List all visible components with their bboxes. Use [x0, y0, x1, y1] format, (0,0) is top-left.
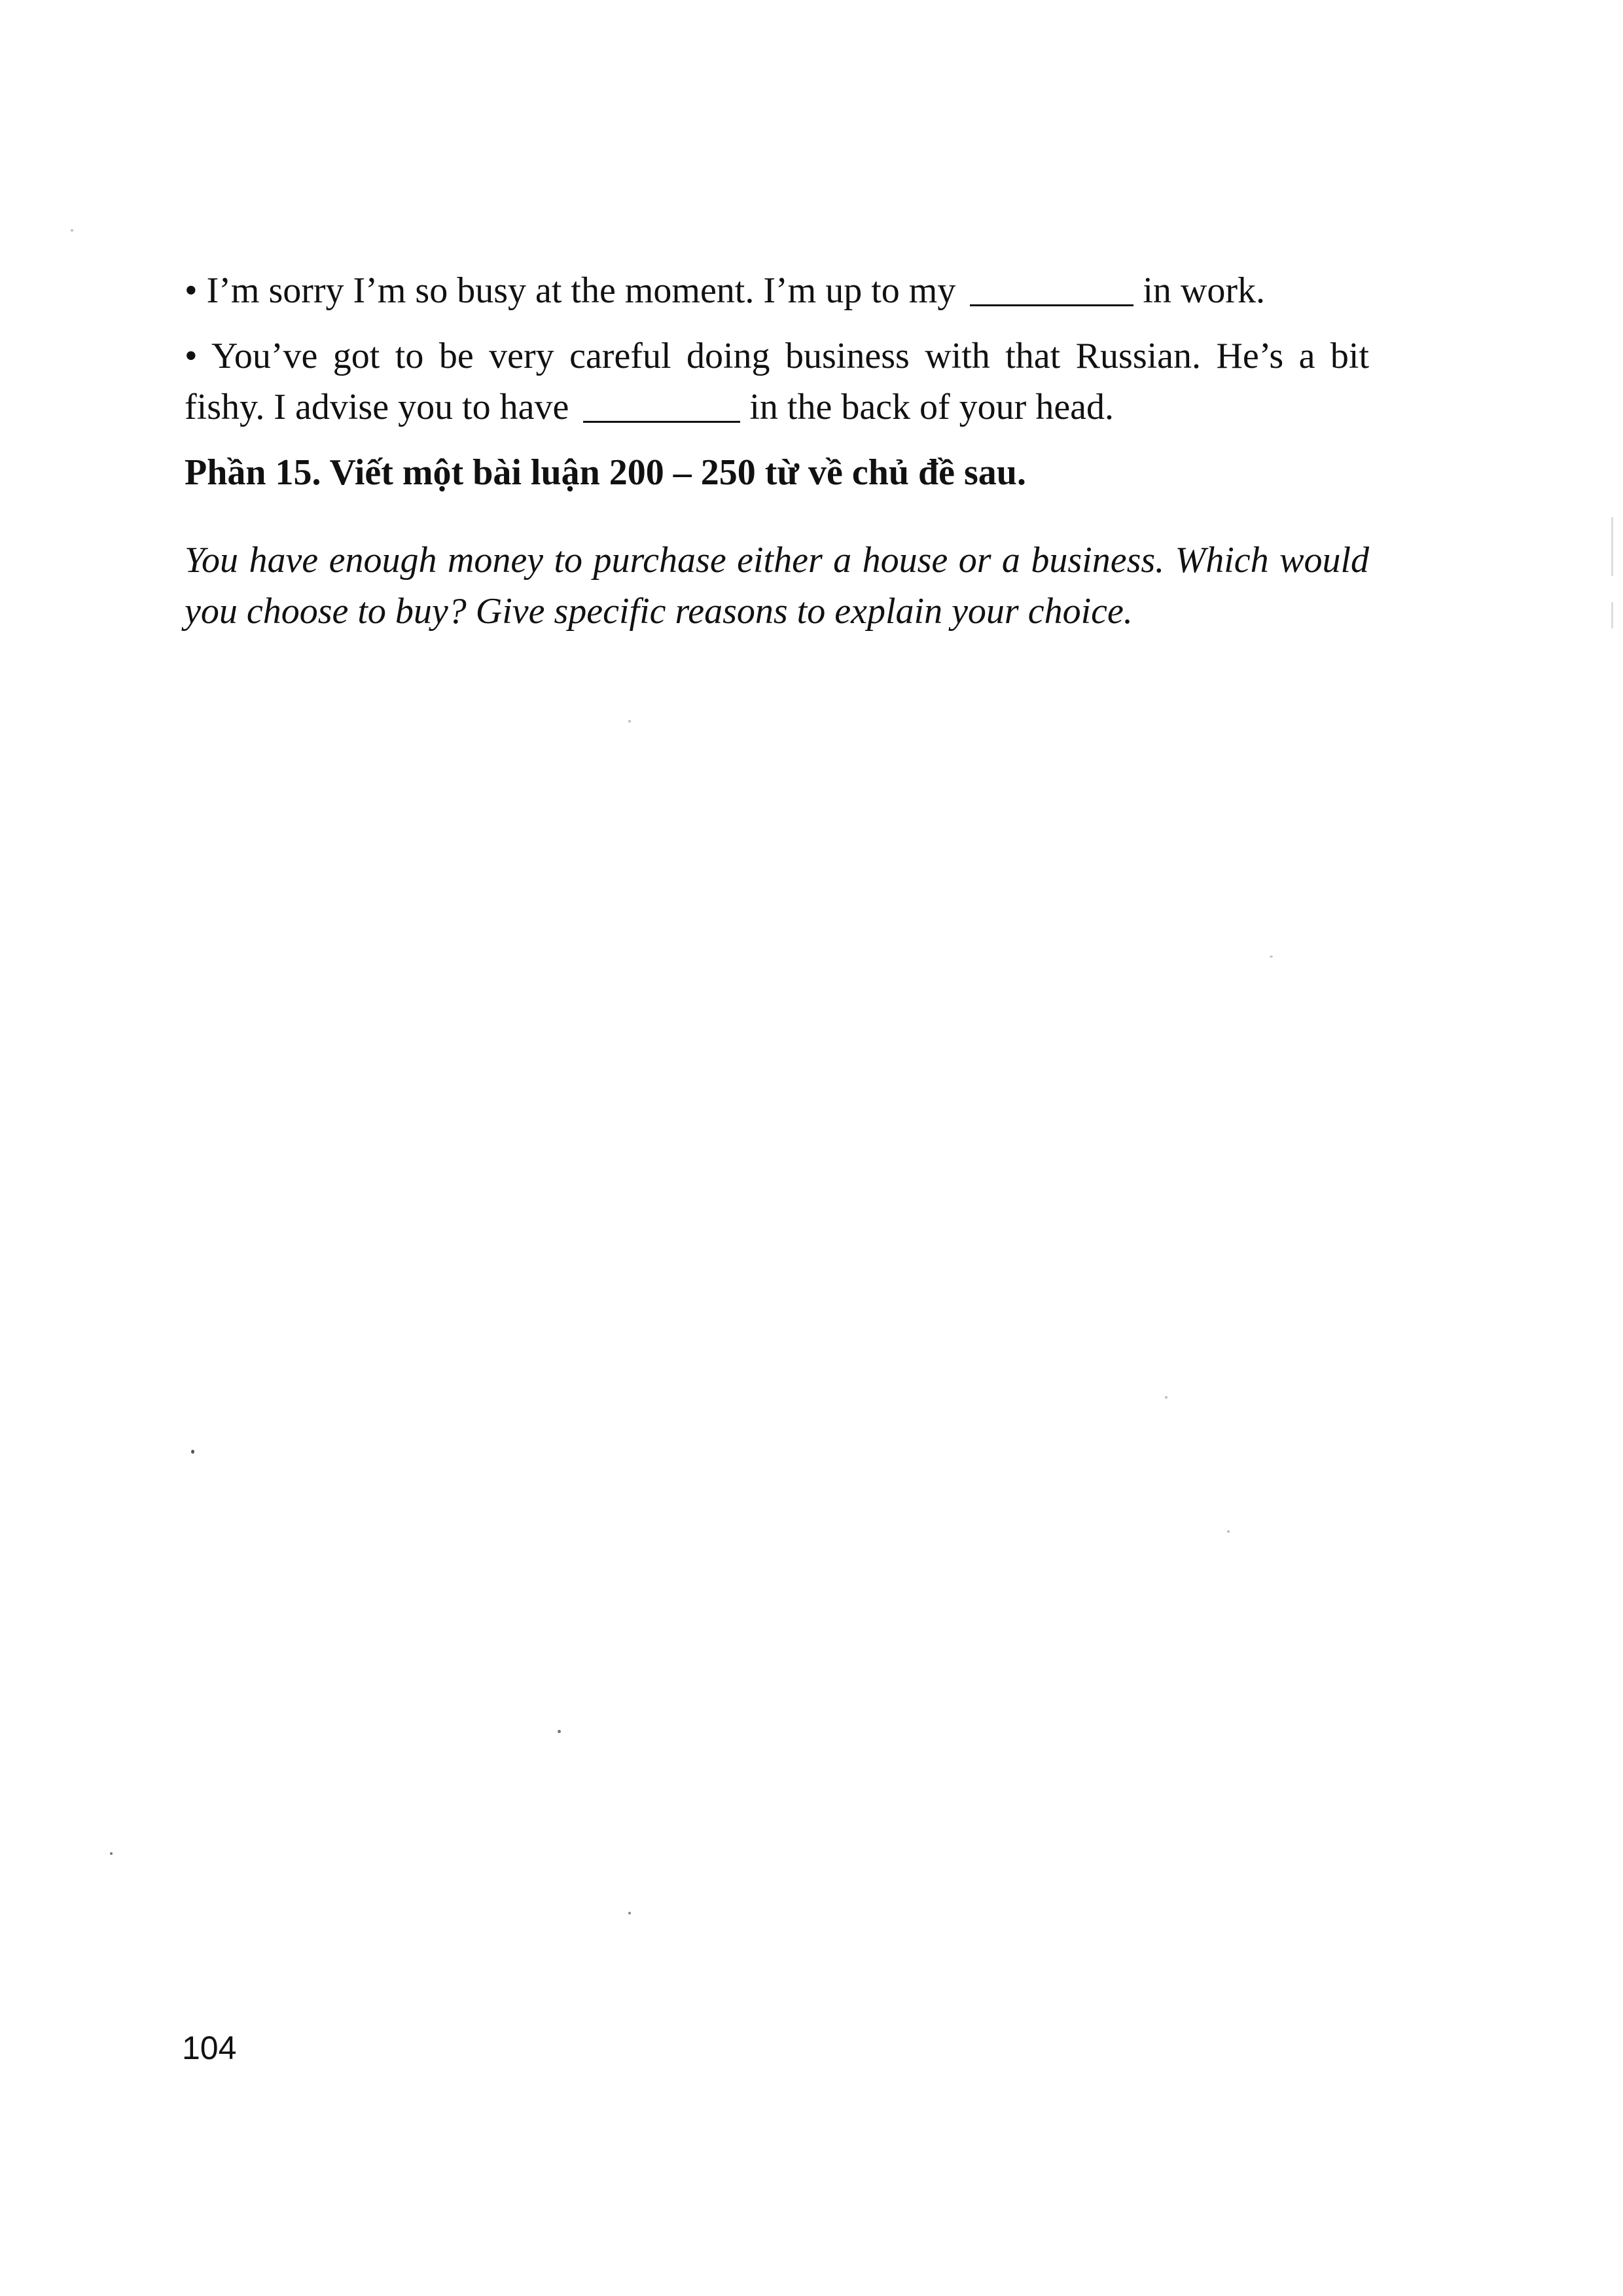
scan-speck — [1611, 602, 1613, 628]
section-heading: Phần 15. Viết một bài luận 200 – 250 từ về chủ đề sau. — [185, 452, 1026, 493]
bullet-marker: • — [185, 336, 198, 376]
exercise-item-2 — [185, 331, 1369, 433]
scan-speck — [558, 1730, 561, 1733]
page-number: 104 — [182, 2030, 237, 2066]
scan-speck — [71, 229, 73, 232]
exercise-item-text-after: in the back of your head. — [749, 387, 1115, 427]
exercise-item-text-before: I’m sorry I’m so busy at the moment. I’m up to my — [206, 270, 956, 311]
scan-speck — [110, 1852, 113, 1855]
essay-prompt: You have enough money to purchase either a house or a business. Which would you choose to buy? Give specific reasons to explain your choice. — [185, 540, 1369, 632]
exercise-item-text-after: in work. — [1143, 270, 1265, 311]
scan-speck — [1270, 956, 1273, 958]
exercise-item-1 — [185, 265, 1369, 316]
scan-speck — [1165, 1396, 1168, 1399]
page-content — [185, 265, 1369, 673]
scan-speck — [191, 1450, 194, 1454]
scan-speck — [1611, 517, 1613, 576]
exercise-item-text-before: You’ve got to be very careful doing business with that Russian. He’s a bit fishy. I advise you to have — [185, 336, 1370, 427]
scan-speck — [628, 720, 631, 723]
fill-in-blank — [970, 272, 1133, 306]
scan-speck — [628, 1912, 631, 1914]
fill-in-blank — [583, 388, 740, 423]
bullet-marker: • — [185, 270, 198, 311]
scan-speck — [1227, 1530, 1230, 1533]
